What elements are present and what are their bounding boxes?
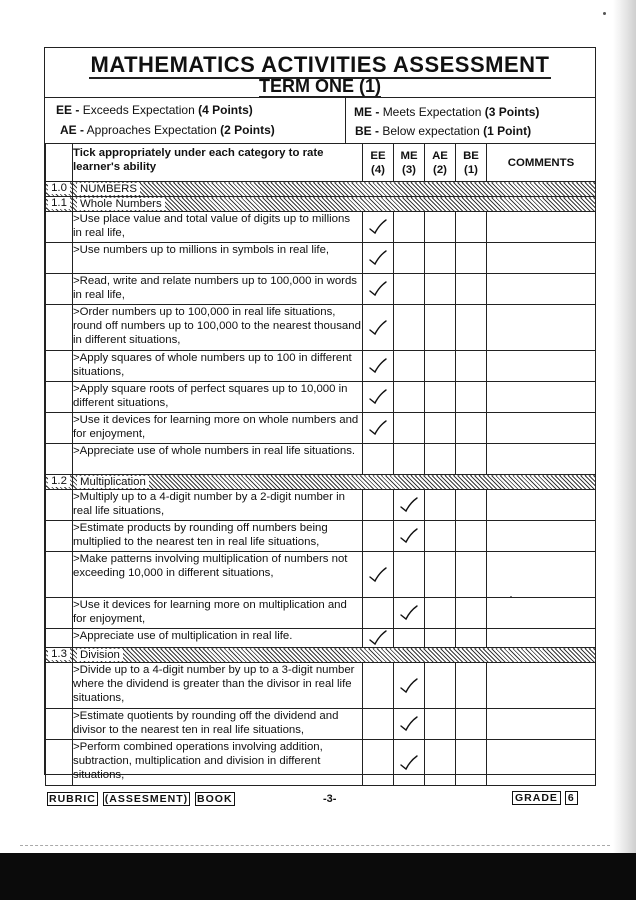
- skill-description: >Multiply up to a 4-digit number by a 2-digit number in real life situations,: [73, 490, 363, 521]
- legend-ae: AE - Approaches Expectation (2 Points): [60, 123, 275, 137]
- tick-mark-icon: [399, 754, 419, 772]
- scan-edge: [613, 0, 636, 900]
- rating-cell-me[interactable]: [394, 521, 425, 552]
- rating-cell-be[interactable]: [456, 598, 487, 629]
- legend-be: BE - Below expectation (1 Point): [355, 124, 532, 138]
- row-number-cell: [46, 521, 73, 552]
- rating-cell-ae[interactable]: [425, 598, 456, 629]
- row-number-cell: [46, 740, 73, 786]
- tick-mark-icon: [368, 218, 388, 236]
- table-row: [46, 663, 596, 709]
- row-number-cell: [46, 351, 73, 382]
- table-header-row: [46, 144, 596, 182]
- table-row: [46, 740, 596, 786]
- tick-mark-icon: [399, 604, 419, 622]
- section-row: [46, 648, 596, 663]
- section-row: [46, 182, 596, 197]
- section-title: Division: [73, 648, 596, 663]
- section-number: 1.0: [46, 182, 73, 197]
- rating-cell-ee[interactable]: [363, 274, 394, 305]
- rating-cell-me[interactable]: [394, 552, 425, 598]
- rating-cell-me[interactable]: [394, 212, 425, 243]
- rating-cell-ee[interactable]: [363, 663, 394, 709]
- rating-cell-ae[interactable]: [425, 413, 456, 444]
- table-row: [46, 598, 596, 629]
- table-row: [46, 382, 596, 413]
- comment-cell[interactable]: [487, 521, 596, 552]
- rating-cell-me[interactable]: [394, 663, 425, 709]
- rating-cell-me[interactable]: [394, 629, 425, 648]
- table-row: [46, 490, 596, 521]
- scan-edge-bottom: [0, 853, 636, 900]
- rating-cell-be[interactable]: [456, 663, 487, 709]
- rating-cell-ee[interactable]: [363, 212, 394, 243]
- rating-cell-ee[interactable]: [363, 243, 394, 274]
- skill-description: >Use it devices for learning more on multiplication and for enjoyment,: [73, 598, 363, 629]
- row-number-cell: [46, 413, 73, 444]
- rating-cell-ae[interactable]: [425, 274, 456, 305]
- row-number-cell: [46, 598, 73, 629]
- rating-cell-be[interactable]: [456, 413, 487, 444]
- skill-description: >Perform combined operations involving addition, subtraction, multiplication and division in different situations,: [73, 740, 363, 786]
- rating-cell-be[interactable]: [456, 444, 487, 475]
- header-num-cell: [46, 144, 73, 182]
- tick-mark-icon: [368, 319, 388, 337]
- row-number-cell: [46, 444, 73, 475]
- footer-book-title: RUBRIC (ASSESMENT) BOOK: [49, 793, 233, 805]
- rating-cell-be[interactable]: [456, 351, 487, 382]
- rating-cell-ee[interactable]: [363, 305, 394, 351]
- comment-cell[interactable]: [487, 598, 596, 629]
- header-instruction: Tick appropriately under each category to rate learner's ability: [73, 144, 363, 182]
- tick-mark-icon: [368, 388, 388, 406]
- rating-cell-ee[interactable]: [363, 709, 394, 740]
- rating-cell-me[interactable]: [394, 274, 425, 305]
- table-row: [46, 629, 596, 648]
- rating-cell-me[interactable]: [394, 382, 425, 413]
- section-row: [46, 197, 596, 212]
- scan-line: [20, 845, 610, 846]
- comment-cell[interactable]: [487, 740, 596, 786]
- rating-cell-me[interactable]: [394, 490, 425, 521]
- rating-cell-ee[interactable]: [363, 413, 394, 444]
- rating-cell-be[interactable]: [456, 552, 487, 598]
- row-number-cell: [46, 243, 73, 274]
- header-be: BE (1): [456, 144, 487, 182]
- rating-cell-ee[interactable]: [363, 490, 394, 521]
- rating-cell-me[interactable]: [394, 444, 425, 475]
- table-row: [46, 413, 596, 444]
- table-row: [46, 274, 596, 305]
- rating-cell-be[interactable]: [456, 740, 487, 786]
- row-number-cell: [46, 382, 73, 413]
- rating-cell-ee[interactable]: [363, 382, 394, 413]
- rating-cell-be[interactable]: [456, 305, 487, 351]
- rating-cell-ae[interactable]: [425, 629, 456, 648]
- rating-cell-be[interactable]: [456, 382, 487, 413]
- skill-description: >Estimate quotients by rounding off the dividend and divisor to the nearest ten in real life situations,: [73, 709, 363, 740]
- comment-cell[interactable]: [487, 444, 596, 475]
- comment-cell[interactable]: [487, 212, 596, 243]
- legend-divider: [345, 98, 346, 143]
- tick-mark-icon: [368, 629, 388, 647]
- comment-cell[interactable]: [487, 274, 596, 305]
- comment-cell[interactable]: [487, 490, 596, 521]
- rating-cell-ee[interactable]: [363, 629, 394, 648]
- row-number-cell: [46, 212, 73, 243]
- page-title: MATHEMATICS ACTIVITIES ASSESSMENT: [90, 52, 550, 77]
- row-number-cell: [46, 629, 73, 648]
- comment-cell[interactable]: [487, 305, 596, 351]
- tick-mark-icon: [368, 357, 388, 375]
- comment-cell[interactable]: [487, 629, 596, 648]
- table-row: [46, 305, 596, 351]
- table-row: [46, 212, 596, 243]
- row-number-cell: [46, 552, 73, 598]
- rating-cell-me[interactable]: [394, 243, 425, 274]
- rating-cell-ae[interactable]: [425, 490, 456, 521]
- rating-cell-ae[interactable]: [425, 740, 456, 786]
- section-row: [46, 475, 596, 490]
- tick-mark-icon: [399, 715, 419, 733]
- skill-description: >Order numbers up to 100,000 in real life situations, round off numbers up to 100,000 to the nearest thousand in different situations,: [73, 305, 363, 351]
- table-row: [46, 444, 596, 475]
- skill-description: >Read, write and relate numbers up to 100,000 in words in real life,: [73, 274, 363, 305]
- tick-mark-icon: [399, 496, 419, 514]
- scan-speck: [603, 12, 606, 15]
- header-me: ME (3): [394, 144, 425, 182]
- skill-description: >Use numbers up to millions in symbols in real life,: [73, 243, 363, 274]
- table-row: [46, 552, 596, 598]
- tick-mark-icon: [368, 249, 388, 267]
- legend-ee: EE - Exceeds Expectation (4 Points): [56, 103, 253, 117]
- rating-cell-ae[interactable]: [425, 444, 456, 475]
- divider: [45, 97, 595, 98]
- rating-cell-ee[interactable]: [363, 444, 394, 475]
- table-row: [46, 521, 596, 552]
- rating-cell-ae[interactable]: [425, 521, 456, 552]
- rating-cell-ae[interactable]: [425, 305, 456, 351]
- rating-cell-be[interactable]: [456, 709, 487, 740]
- skill-description: >Apply squares of whole numbers up to 100 in different situations,: [73, 351, 363, 382]
- page-number: -3-: [323, 793, 337, 805]
- grade-badge: GRADE 6: [512, 791, 578, 805]
- section-number: 1.1: [46, 197, 73, 212]
- rating-cell-ee[interactable]: [363, 740, 394, 786]
- skill-description: >Divide up to a 4-digit number by up to a 3-digit number where the dividend is greater than the divisor in real life situations,: [73, 663, 363, 709]
- rating-cell-ae[interactable]: [425, 663, 456, 709]
- table-row: [46, 709, 596, 740]
- rating-cell-be[interactable]: [456, 243, 487, 274]
- section-title: Whole Numbers: [73, 197, 596, 212]
- rating-cell-me[interactable]: [394, 598, 425, 629]
- rating-cell-me[interactable]: [394, 413, 425, 444]
- legend-me: ME - Meets Expectation (3 Points): [354, 105, 540, 119]
- section-title: NUMBERS: [73, 182, 596, 197]
- skill-description: >Use it devices for learning more on whole numbers and for enjoyment,: [73, 413, 363, 444]
- rating-cell-ae[interactable]: [425, 709, 456, 740]
- comment-cell[interactable]: [487, 243, 596, 274]
- row-number-cell: [46, 490, 73, 521]
- skill-description: >Estimate products by rounding off numbers being multiplied to the nearest ten in real life situations,: [73, 521, 363, 552]
- rating-cell-ee[interactable]: [363, 552, 394, 598]
- rating-cell-ae[interactable]: [425, 552, 456, 598]
- assessment-table: [45, 143, 596, 786]
- rating-cell-me[interactable]: [394, 305, 425, 351]
- row-number-cell: [46, 305, 73, 351]
- header-comments: COMMENTS: [487, 144, 596, 182]
- skill-description: >Appreciate use of multiplication in real life.: [73, 629, 363, 648]
- tick-mark-icon: [368, 419, 388, 437]
- rating-cell-ae[interactable]: [425, 351, 456, 382]
- section-number: 1.3: [46, 648, 73, 663]
- skill-description: >Use place value and total value of digits up to millions in real life,: [73, 212, 363, 243]
- rating-cell-ae[interactable]: [425, 243, 456, 274]
- rating-cell-be[interactable]: [456, 212, 487, 243]
- comment-cell[interactable]: [487, 351, 596, 382]
- rating-cell-me[interactable]: [394, 709, 425, 740]
- rating-cell-me[interactable]: [394, 740, 425, 786]
- header-ae: AE (2): [425, 144, 456, 182]
- tick-mark-icon: [368, 566, 388, 584]
- page-subtitle: TERM ONE (1): [258, 76, 381, 96]
- skill-description: >Appreciate use of whole numbers in real life situations.: [73, 444, 363, 475]
- rating-cell-be[interactable]: [456, 274, 487, 305]
- comment-cell[interactable]: [487, 552, 596, 598]
- tick-mark-icon: [399, 677, 419, 695]
- rating-cell-me[interactable]: [394, 351, 425, 382]
- row-number-cell: [46, 274, 73, 305]
- tick-mark-icon: [399, 527, 419, 545]
- comment-cell[interactable]: [487, 382, 596, 413]
- row-number-cell: [46, 709, 73, 740]
- section-number: 1.2: [46, 475, 73, 490]
- rating-cell-ee[interactable]: [363, 521, 394, 552]
- rating-cell-be[interactable]: [456, 490, 487, 521]
- rating-cell-be[interactable]: [456, 521, 487, 552]
- row-number-cell: [46, 663, 73, 709]
- rating-cell-ae[interactable]: [425, 382, 456, 413]
- table-row: [46, 351, 596, 382]
- skill-description: >Apply square roots of perfect squares up to 10,000 in different situations,: [73, 382, 363, 413]
- comment-cell[interactable]: [487, 709, 596, 740]
- tick-mark-icon: [368, 280, 388, 298]
- skill-description: >Make patterns involving multiplication of numbers not exceeding 10,000 in different situations,: [73, 552, 363, 598]
- table-row: [46, 243, 596, 274]
- comment-cell[interactable]: [487, 413, 596, 444]
- rating-cell-ee[interactable]: [363, 598, 394, 629]
- comment-cell[interactable]: [487, 663, 596, 709]
- header-ee: EE (4): [363, 144, 394, 182]
- section-title: Multiplication: [73, 475, 596, 490]
- rating-cell-be[interactable]: [456, 629, 487, 648]
- rating-cell-ee[interactable]: [363, 351, 394, 382]
- rating-cell-ae[interactable]: [425, 212, 456, 243]
